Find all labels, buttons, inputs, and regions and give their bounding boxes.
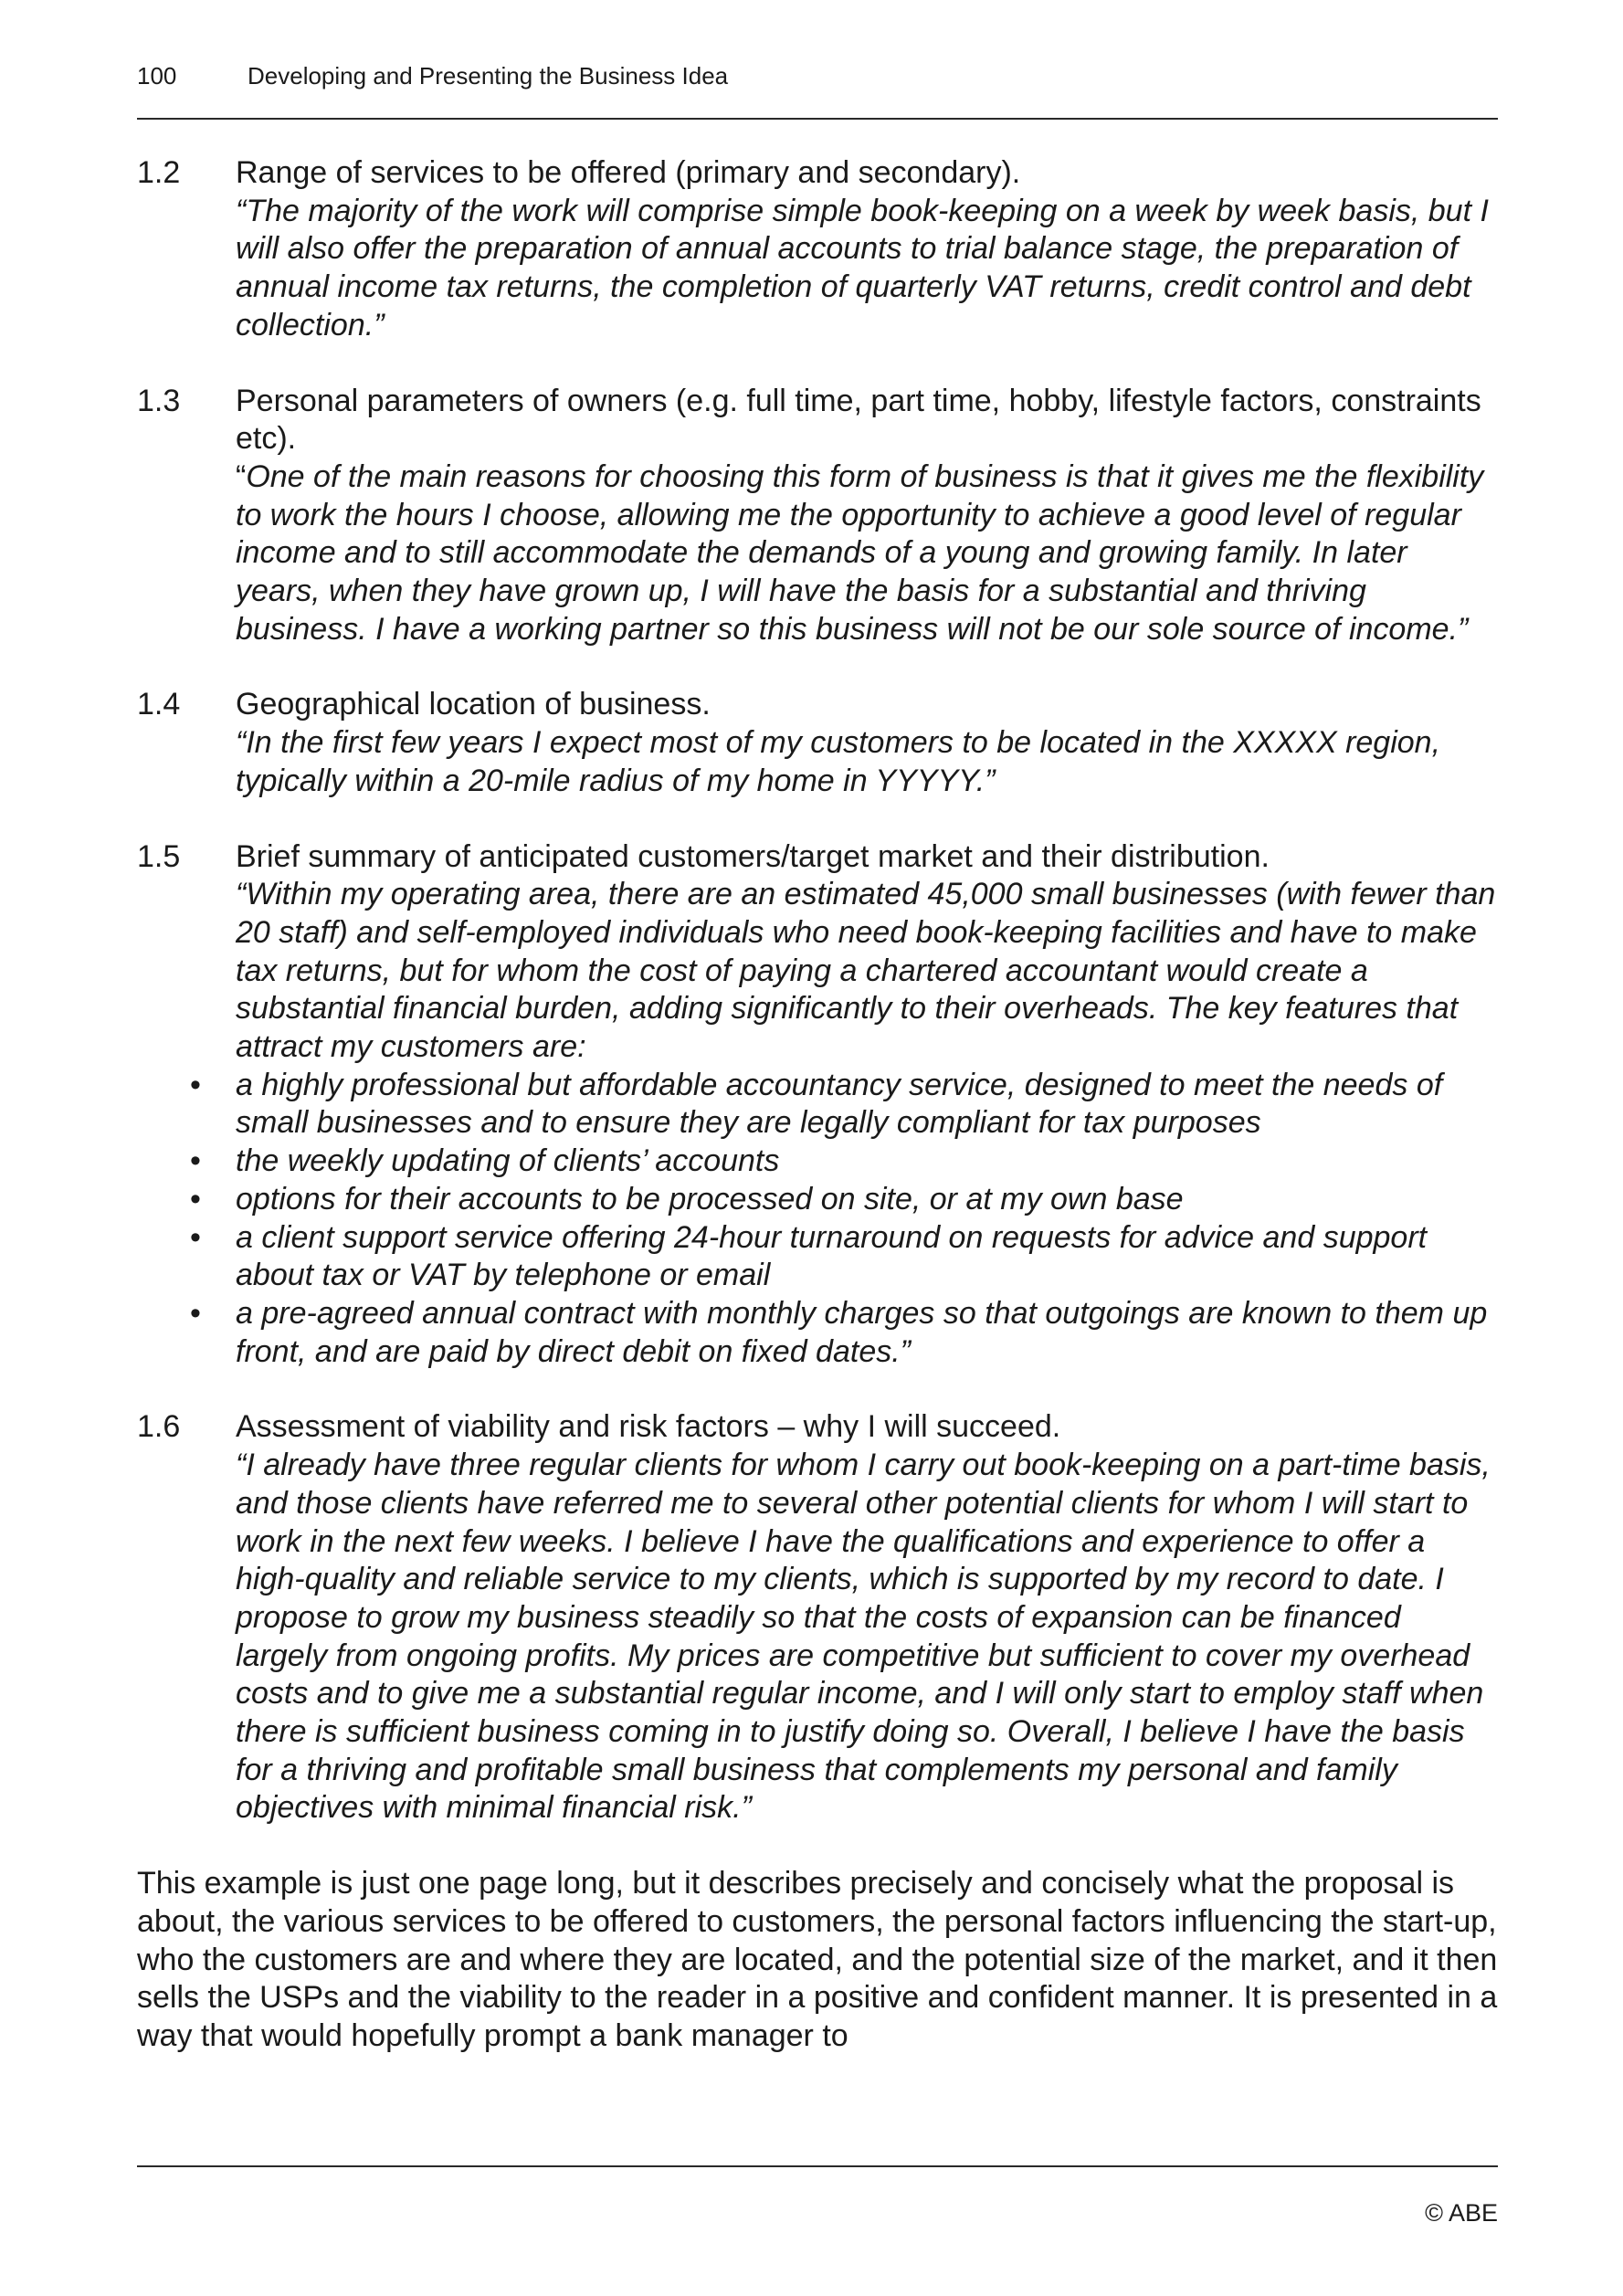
section-number: 1.5: [137, 838, 181, 874]
quote-open-mark: “: [236, 458, 247, 494]
section-heading: Brief summary of anticipated customers/target market and their distribution.: [236, 838, 1270, 874]
section-heading: Assessment of viability and risk factors – why I will succeed.: [236, 1409, 1061, 1445]
bullet-icon: •: [190, 1219, 201, 1255]
list-item: [137, 1219, 1498, 1295]
section-1-4: [137, 686, 1498, 800]
section-quote-wrapper: [236, 458, 1498, 649]
list-item: [137, 1143, 1498, 1181]
section-heading: Range of services to be offered (primary and secondary).: [236, 155, 1021, 190]
copyright-notice: © ABE: [1425, 2199, 1498, 2227]
bullet-icon: •: [190, 1143, 201, 1179]
bullet-icon: •: [190, 1067, 201, 1102]
section-heading: Personal parameters of owners (e.g. full time, part time, hobby, lifestyle factors, constraints etc).: [236, 383, 1481, 457]
section-quote: “The majority of the work will comprise simple book-keeping on a week by week basis, but I will also offer the preparation of annual accounts to trial balance stage, the preparation of annual income tax returns, the completion of quarterly VAT returns, credit control and debt collection.”: [236, 193, 1489, 342]
list-item: [137, 1067, 1498, 1143]
section-quote: One of the main reasons for choosing this form of business is that it gives me the flexibility to work the hours I choose, allowing me the opportunity to achieve a good level of regular income and to still accommodate the demands of a young and growing family. In later years, when they have grown up, I will have the basis for a substantial and thriving business. I have a working partner so this business will not be our sole source of income.”: [236, 458, 1484, 647]
running-title: Developing and Presenting the Business Idea: [248, 62, 729, 90]
footer-divider: [137, 2165, 1498, 2167]
section-quote: “In the first few years I expect most of my customers to be located in the XXXXX region, typically within a 20-mile radius of my home in YYYYY.”: [236, 725, 1441, 798]
list-item-text: a client support service offering 24-hour turnaround on requests for advice and support about tax or VAT by telephone or email: [236, 1219, 1428, 1293]
list-item: [137, 1181, 1498, 1219]
section-1-6: [137, 1408, 1498, 1827]
header-divider: [137, 118, 1498, 120]
section-number: 1.3: [137, 383, 181, 418]
section-number: 1.6: [137, 1409, 181, 1445]
bullet-icon: •: [190, 1181, 201, 1216]
section-1-2: [137, 154, 1498, 345]
section-1-5: [137, 838, 1498, 1372]
list-item-text: a highly professional but affordable accountancy service, designed to meet the needs of small businesses and to ensure they are legally compliant for tax purposes: [236, 1067, 1443, 1141]
page-content: [137, 154, 1498, 2056]
bullet-icon: •: [190, 1295, 201, 1331]
section-number: 1.2: [137, 155, 181, 190]
section-quote: “Within my operating area, there are an estimated 45,000 small businesses (with fewer than 20 staff) and self-employed individuals who need book-keeping facilities and have to make tax returns, but for whom the cost of paying a chartered accountant would create a substantial financial burden, adding significantly to their overheads. The key features that attract my customers are:: [236, 877, 1496, 1065]
section-heading: Geographical location of business.: [236, 687, 711, 722]
feature-list: [137, 1067, 1498, 1372]
section-quote: “I already have three regular clients for whom I carry out book-keeping on a part-time basis, and those clients have referred me to several other potential clients for whom I will start to work in the next few weeks. I believe I have the qualifications and experience to offer a high-quality and reliable service to my clients, which is supported by my record to date. I propose to grow my business steadily so that the costs of expansion can be financed largely from ongoing profits. My prices are competitive but sufficient to cover my overhead costs and to give me a substantial regular income, and I will only start to employ staff when there is sufficient business coming in to justify doing so. Overall, I believe I have the basis for a thriving and profitable small business that complements my personal and family objectives with minimal financial risk.”: [236, 1448, 1491, 1826]
section-1-3: [137, 383, 1498, 649]
list-item-text: a pre-agreed annual contract with monthly charges so that outgoings are known to them up front, and are paid by direct debit on fixed dates.”: [236, 1295, 1488, 1369]
page-number: 100: [137, 62, 177, 90]
list-item: [137, 1295, 1498, 1371]
list-item-text: the weekly updating of clients’ accounts: [236, 1143, 780, 1179]
section-number: 1.4: [137, 687, 181, 722]
list-item-text: options for their accounts to be processed on site, or at my own base: [236, 1181, 1184, 1216]
body-paragraph: This example is just one page long, but it describes precisely and concisely what the proposal is about, the various services to be offered to customers, the personal factors influencing the start-up, who the customers are and where they are located, and the potential size of the market, and it then sells the USPs and the viability to the reader in a positive and confident manner. It is presented in a way that would hopefully prompt a bank manager to: [137, 1866, 1498, 2053]
